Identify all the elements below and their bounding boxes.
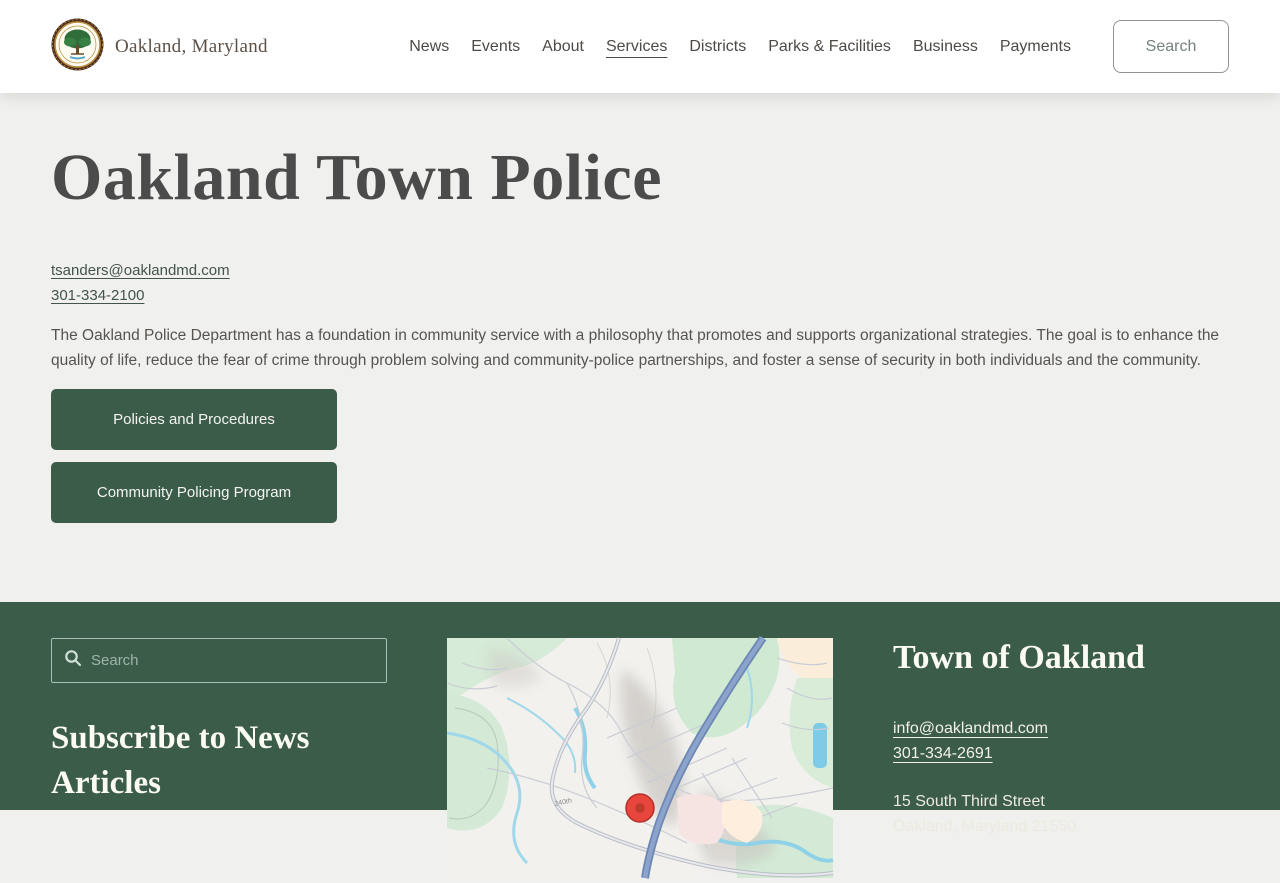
nav-item-parks-facilities[interactable]: Parks & Facilities	[768, 37, 891, 55]
nav-item-about[interactable]: About	[542, 37, 584, 55]
contact-links	[51, 258, 1229, 308]
brand-name: Oakland, Maryland	[115, 35, 268, 57]
footer-search-box[interactable]	[51, 638, 387, 683]
footer-org-column	[893, 638, 1229, 878]
site-footer	[0, 602, 1280, 836]
org-email-link[interactable]: info@oaklandmd.com	[893, 720, 1048, 738]
org-address	[893, 789, 1229, 839]
nav-item-districts[interactable]: Districts	[689, 37, 747, 55]
org-address-line2: Oakland, Maryland 21550	[893, 818, 1077, 836]
community-policing-button[interactable]: Community Policing Program	[51, 462, 337, 523]
site-header	[0, 0, 1280, 93]
nav-item-payments[interactable]: Payments	[999, 37, 1071, 55]
map-road-label: 240th	[553, 797, 573, 809]
org-phone-link[interactable]: 301-334-2691	[893, 745, 993, 763]
org-title: Town of Oakland	[893, 639, 1145, 677]
org-links	[893, 716, 1229, 766]
search-icon	[64, 649, 82, 672]
policies-procedures-button[interactable]: Policies and Procedures	[51, 389, 337, 450]
subscribe-heading: Subscribe to News Articles	[51, 720, 310, 802]
page-title: Oakland Town Police	[51, 141, 663, 214]
nav-item-services[interactable]: Services	[605, 37, 668, 55]
nav-item-news[interactable]: News	[409, 37, 450, 55]
map-marker[interactable]	[626, 794, 654, 822]
brand[interactable]	[51, 18, 268, 76]
footer-search-input[interactable]	[91, 652, 374, 669]
phone-link[interactable]: 301-334-2100	[51, 287, 145, 305]
org-address-line1: 15 South Third Street	[893, 793, 1045, 811]
footer-left-column	[51, 638, 387, 878]
nav-item-business[interactable]: Business	[912, 37, 978, 55]
town-seal-logo-icon	[51, 18, 104, 76]
main-nav	[409, 20, 1229, 73]
email-link[interactable]: tsanders@oaklandmd.com	[51, 262, 230, 280]
search-button[interactable]: Search	[1113, 20, 1229, 73]
department-description: The Oakland Police Department has a foundation in community service with a philosophy that promotes and supports organizational strategies. The goal is to enhance the quality of life, reduce the fear of crime through problem solving and community-police partnerships, and foster a sense of security in both individuals and the community.	[51, 327, 1220, 370]
location-map[interactable]	[447, 638, 833, 878]
nav-item-events[interactable]: Events	[471, 37, 521, 55]
main-content	[0, 93, 1280, 523]
